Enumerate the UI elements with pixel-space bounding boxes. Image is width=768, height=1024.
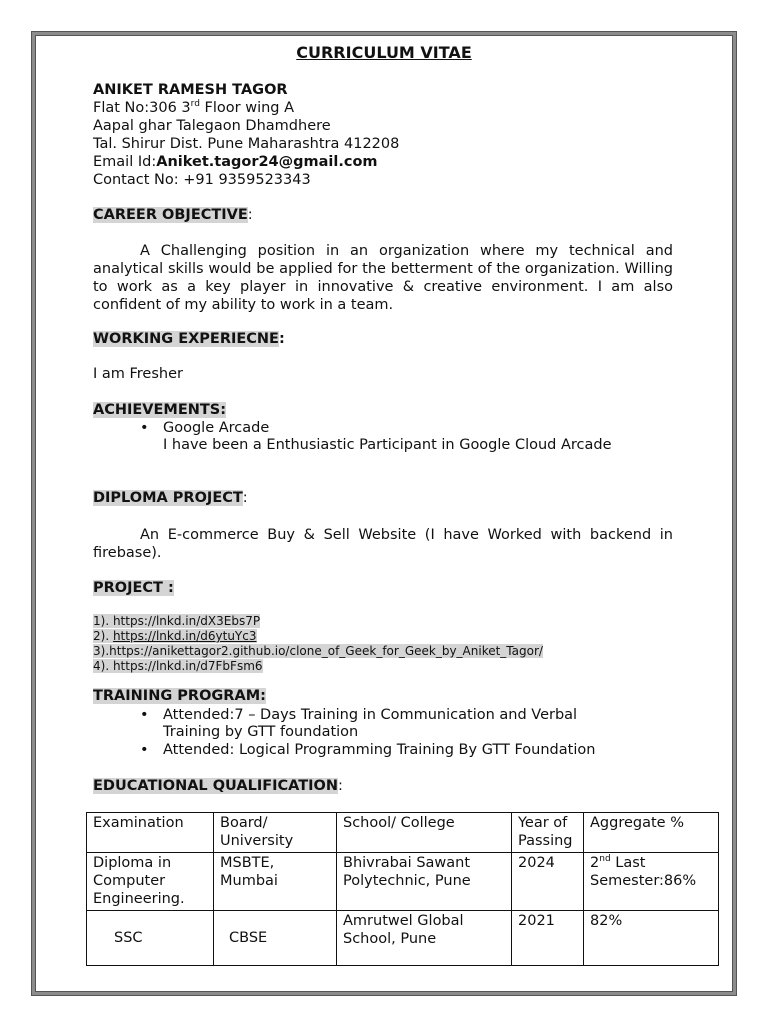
career-objective-heading: CAREER OBJECTIVE: [93, 207, 253, 223]
training-bullet-2: • [140, 742, 149, 758]
education-table [86, 812, 719, 966]
achievement-description: I have been a Enthusiastic Participant in Google Cloud Arcade [163, 437, 612, 453]
table-header-cell: Board/ University [214, 813, 337, 853]
diploma-project-heading: DIPLOMA PROJECT: [93, 490, 248, 506]
achievement-title: Google Arcade [163, 420, 270, 436]
table-header-cell: School/ College [337, 813, 512, 853]
table-header-row [87, 813, 719, 853]
table-cell: 2nd Last Semester:86% [584, 853, 719, 911]
table-header-cell: Examination [87, 813, 214, 853]
training-item-2: Attended: Logical Programming Training By GTT Foundation [163, 742, 596, 758]
address-line-3: Tal. Shirur Dist. Pune Maharashtra 412208 [93, 136, 400, 152]
diploma-project-text: An E-commerce Buy & Sell Website (I have Worked with backend in firebase). [93, 527, 673, 561]
project-link-1[interactable]: 1). https://lnkd.in/dX3Ebs7P [93, 614, 261, 628]
project-link-4[interactable]: 4). https://lnkd.in/d7FbFsm6 [93, 659, 263, 673]
education-heading: EDUCATIONAL QUALIFICATION: [93, 778, 343, 794]
working-experience-text: I am Fresher [93, 366, 183, 382]
page-title: CURRICULUM VITAE [296, 43, 472, 62]
table-header-cell: Year of Passing [512, 813, 584, 853]
address-line-2: Aapal ghar Talegaon Dhamdhere [93, 118, 331, 134]
table-cell: 2024 [512, 853, 584, 911]
project-link-2[interactable]: 2). https://lnkd.in/d6ytuYc3 [93, 629, 257, 643]
training-item-1-line-2: Training by GTT foundation [163, 724, 359, 740]
table-row [87, 853, 719, 911]
training-heading: TRAINING PROGRAM: [93, 688, 266, 704]
table-cell: SSC [87, 911, 214, 966]
table-cell: 82% [584, 911, 719, 966]
achievement-bullet: • [140, 420, 149, 436]
address-line-1: Flat No:306 3rd Floor wing A [93, 99, 295, 116]
table-header-cell: Aggregate % [584, 813, 719, 853]
career-objective-text: A Challenging position in an organization where my technical and analytical skills would be applied for the betterment of the organization. Willing to work as a key player in innovative & creative environment. I am also confident of my ability to work in a team. [93, 243, 673, 313]
achievements-heading: ACHIEVEMENTS: [93, 402, 227, 418]
email-address: Aniket.tagor24@gmail.com [156, 154, 378, 170]
table-row [87, 911, 719, 966]
working-experience-heading: WORKING EXPERIECNE: [93, 331, 285, 347]
table-cell: CBSE [214, 911, 337, 966]
project-link-3[interactable]: 3).https://anikettagor2.github.io/clone_of_Geek_for_Geek_by_Aniket_Tagor/ [93, 644, 543, 658]
email-line: Email Id:Aniket.tagor24@gmail.com [93, 154, 378, 170]
project-heading: PROJECT : [93, 580, 174, 596]
table-cell: Diploma in Computer Engineering. [87, 853, 214, 911]
candidate-name: ANIKET RAMESH TAGOR [93, 82, 288, 98]
table-cell: Bhivrabai Sawant Polytechnic, Pune [337, 853, 512, 911]
contact-line: Contact No: +91 9359523343 [93, 172, 311, 188]
table-cell: Amrutwel Global School, Pune [337, 911, 512, 966]
training-item-1-line-1: Attended:7 – Days Training in Communication and Verbal [163, 707, 578, 723]
table-cell: 2021 [512, 911, 584, 966]
training-bullet-1: • [140, 707, 149, 723]
table-cell: MSBTE, Mumbai [214, 853, 337, 911]
